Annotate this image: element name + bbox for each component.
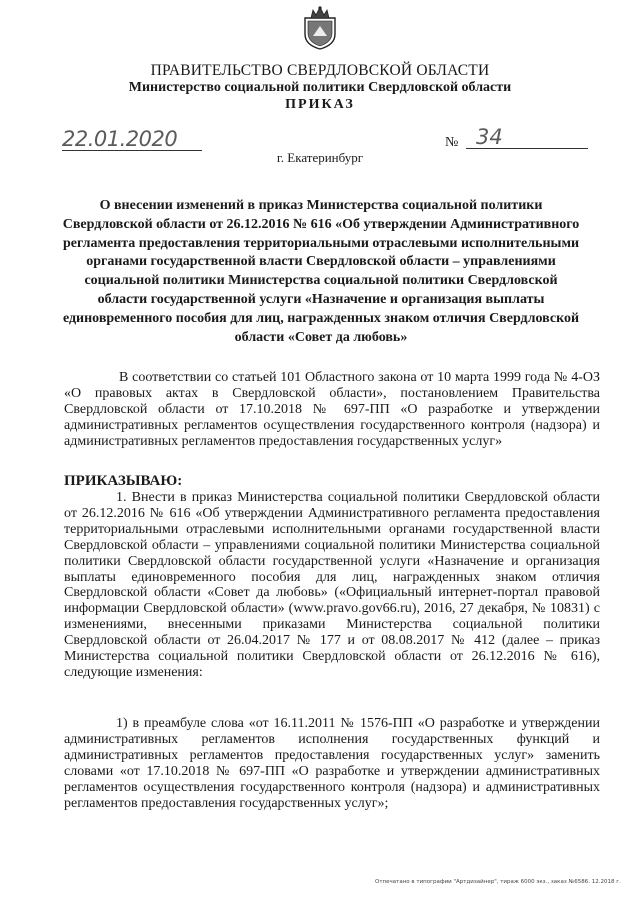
item-1-1-paragraph: 1) в преамбуле слова «от 16.11.2011 № 1576-ПП «О разработке и утверждении административных регламентов исполнения государственных функций и административных регламентов предоставления государственных услуг» заменить словами «от 17.10.2018 № 697-ПП «О разработке и утверждении административных регламентов осуществления государственного контроля (надзора) и административных регламентов предоставления государственных услуг»; <box>64 716 600 811</box>
document-type: ПРИКАЗ <box>285 97 355 112</box>
document-date: 22.01.2020 <box>62 128 202 151</box>
item-1-paragraph: 1. Внести в приказ Министерства социальной политики Свердловской области от 26.12.2016 № 616 «Об утверждении Административного регламента предоставления территориальными отраслевыми исполнительными органами государственной власти Свердловской области – управлениями социальной политики Министерства социальной политики Свердловской области государственной услуги «Назначение и организация выплаты единовременного пособия для лиц, награжденных знаком отличия Свердловской области «Совет да любовь» («Официальный интернет-портал правовой информации Свердловской области» (www.pravo.gov66.ru), 2016, 27 декабря, № 10831) с изменениями, внесенными приказами Министерства социальной политики Свердловской области от 26.04.2017 № 177 и от 08.08.2017 № 412 (далее – приказ Министерства социальной политики Свердловской области от 26.12.2016 № 616), следующие изменения: <box>64 490 600 680</box>
print-footer: Отпечатано в типографии "Артдизайнер", тираж 6000 экз., заказ №6586. 12.2018 г. <box>375 879 621 885</box>
document-subject: О внесении изменений в приказ Министерства социальной политики Свердловской области от 26.12.2016 № 616 «Об утверждении Административного регламента предоставления территориальными отраслевыми исполнительными органами государственной власти Свердловской области – управлениями социальной политики Министерства социальной политики Свердловской области государственной услуги «Назначение и организация выплаты единовременного пособия для лиц, награжденных знаком отличия Свердловской области «Совет да любовь» <box>62 198 580 345</box>
government-title: ПРАВИТЕЛЬСТВО СВЕРДЛОВСКОЙ ОБЛАСТИ <box>150 62 490 79</box>
order-word: ПРИКАЗЫВАЮ: <box>64 473 183 489</box>
coat-of-arms-emblem <box>299 4 341 50</box>
number-label: № <box>445 135 459 150</box>
city: г. Екатеринбург <box>276 150 364 165</box>
document-number: 34 <box>466 126 588 149</box>
ministry-title: Министерство социальной политики Свердловской области <box>128 80 512 95</box>
preamble-paragraph: В соответствии со статьей 101 Областного закона от 10 марта 1999 года № 4-ОЗ «О правовых актах в Свердловской области», постановлением Правительства Свердловской области от 17.10.2018 № 697-ПП «О разработке и утверждении административных регламентов осуществления государственного контроля (надзора) и административных регламентов предоставления государственных услуг» <box>64 370 600 449</box>
